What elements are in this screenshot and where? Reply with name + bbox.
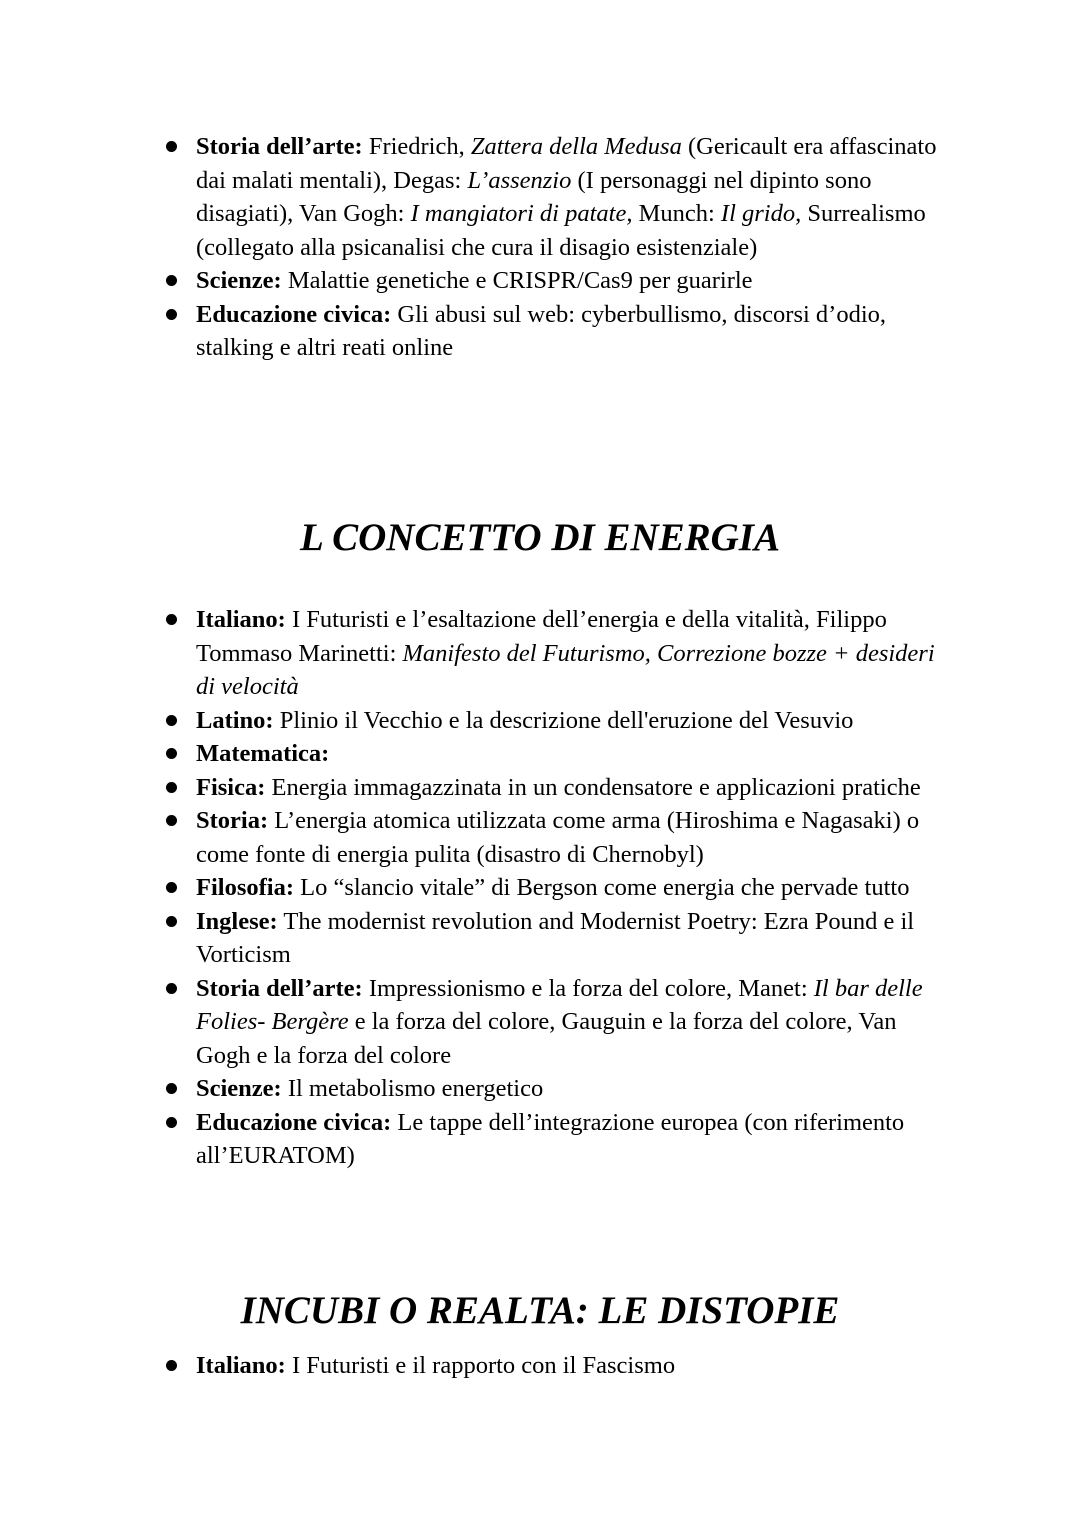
list-item: [196, 1349, 956, 1383]
description-text: L’energia atomica utilizzata come arma (Hiroshima e Nagasaki) o come fonte di energia pulita (disastro di Chernobyl): [196, 807, 920, 868]
subject-label: Filosofia:: [196, 874, 294, 901]
topic-list-energia: [196, 603, 956, 1173]
section-title-energia: L CONCETTO DI ENERGIA: [300, 516, 780, 559]
subject-label: Latino:: [196, 706, 274, 734]
description-text: Energia immagazzinata in un condensatore e applicazioni pratiche: [265, 773, 921, 801]
work-title: I mangiatori di patate,: [410, 200, 633, 227]
subject-label: Matematica:: [196, 740, 330, 767]
subject-label: Storia dell’arte:: [196, 133, 363, 160]
work-title: Il grido,: [720, 200, 802, 227]
work-title: L’assenzio: [467, 166, 572, 194]
list-item: [196, 905, 956, 972]
section-title-distopie: INCUBI O REALTA: LE DISTOPIE: [240, 1289, 840, 1332]
list-item: [196, 972, 956, 1073]
list-item: [196, 1072, 956, 1106]
topic-list-distopie: [196, 1349, 956, 1383]
subject-label: Storia dell’arte:: [196, 974, 363, 1002]
description-text: I Futuristi e il rapporto con il Fascismo: [285, 1352, 676, 1379]
work-title: Zattera della Medusa: [470, 133, 682, 160]
description-text: Il metabolismo energetico: [281, 1075, 544, 1102]
list-item: [196, 130, 956, 264]
description-text: Gli abusi sul web: cyberbullismo, discorsi d’odio, stalking e altri reati online: [196, 300, 887, 361]
subject-label: Inglese:: [196, 907, 278, 935]
work-title: Manifesto del Futurismo, Correzione bozze + desideri di velocità: [196, 639, 935, 700]
list-item: [196, 704, 956, 738]
description-text: Impressionismo e la forza del colore, Manet:: [362, 974, 814, 1002]
list-item: [196, 804, 956, 871]
subject-label: Italiano:: [196, 1352, 286, 1379]
list-item: [196, 737, 956, 771]
topic-list-disagio: [196, 130, 956, 365]
description-text: The modernist revolution and Modernist Poetry: Ezra Pound e il Vorticism: [196, 907, 915, 968]
subject-label: Educazione civica:: [196, 1108, 392, 1136]
list-item: [196, 771, 956, 805]
subject-label: Storia:: [196, 807, 269, 834]
list-item: [196, 298, 956, 365]
list-item: [196, 264, 956, 298]
subject-label: Italiano:: [196, 606, 286, 633]
list-item: [196, 1106, 956, 1173]
subject-label: Scienze:: [196, 1075, 282, 1102]
description-text: (I personaggi nel dipinto sono disagiati), Van Gogh:: [196, 166, 872, 227]
subject-label: Scienze:: [196, 267, 282, 294]
description-text: Plinio il Vecchio e la descrizione dell'eruzione del Vesuvio: [273, 706, 854, 734]
subject-label: Fisica:: [196, 773, 266, 801]
description-text: Surrealismo (collegato alla psicanalisi che cura il disagio esistenziale): [196, 200, 926, 261]
description-text: Friedrich,: [362, 133, 471, 160]
description-text: Lo “slancio vitale” di Bergson come energia che pervade tutto: [294, 874, 910, 901]
description-text: Le tappe dell’integrazione europea (con riferimento all’EURATOM): [196, 1108, 905, 1169]
subject-label: Educazione civica:: [196, 300, 392, 328]
description-text: e la forza del colore, Gauguin e la forza del colore, Van Gogh e la forza del colore: [196, 1008, 897, 1069]
description-text: Malattie genetiche e CRISPR/Cas9 per guarirle: [281, 267, 753, 294]
description-text: Munch:: [632, 200, 721, 227]
description-text: (Gericault era affascinato dai malati mentali), Degas:: [196, 133, 937, 194]
description-text: I Futuristi e l’esaltazione dell’energia e della vitalità, Filippo Tommaso Marinetti:: [196, 606, 887, 667]
list-item: [196, 871, 956, 905]
work-title: Il bar delle Folies- Bergère: [196, 974, 923, 1035]
list-item: [196, 603, 956, 704]
